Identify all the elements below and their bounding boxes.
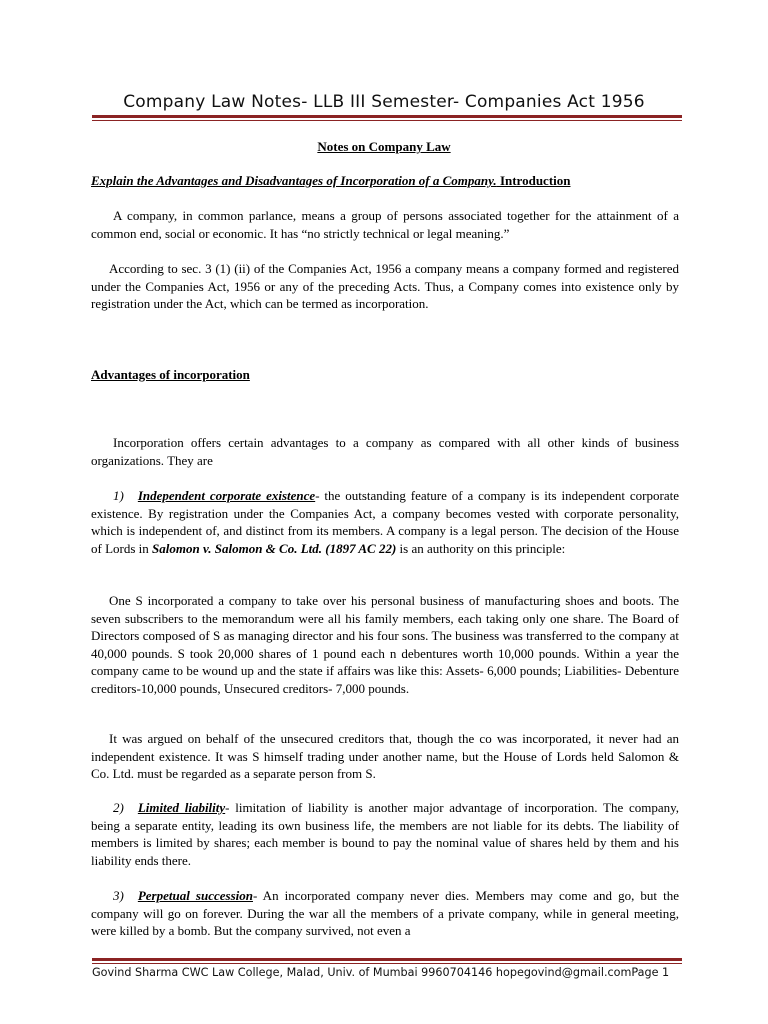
- page-footer: [92, 966, 692, 979]
- item-2-term: Limited liability: [137, 800, 226, 815]
- advantages-intro: Incorporation offers certain advantages to a company as compared with all other kinds of business organizations. They are: [91, 435, 679, 468]
- case-argument-paragraph: It was argued on behalf of the unsecured creditors that, though the co was incorporated, it never had an independent existence. It was S himself trading under another name, but the House of Lords held Salomon & Co. Ltd. must be regarded as a separate person from S.: [91, 731, 679, 782]
- advantage-item-3: [91, 887, 679, 940]
- question-suffix: Introduction: [496, 173, 571, 188]
- intro-paragraph-1: A company, in common parlance, means a group of persons associated together for the attainment of a common end, social or economic. It has “no strictly technical or legal meaning.”: [91, 208, 679, 241]
- item-3-term: Perpetual succession: [137, 888, 253, 903]
- advantage-item-2: [91, 799, 679, 869]
- question-text: Explain the Advantages and Disadvantages of Incorporation of a Company.: [91, 173, 497, 188]
- footer-rule-thin: [92, 963, 682, 964]
- case-facts-paragraph: One S incorporated a company to take over his personal business of manufacturing shoes and boots. The seven subscribers to the memorandum were all his family members, each taking only one share. The Board of Directors composed of S as managing director and his four sons. The business was transferred to the company at 40,000 pounds. S took 20,000 shares of 1 pound each n debentures worth 10,000 pounds. Within a year the company came to be wound up and the state if affairs was like this: Assets- 6,000 pounds; Liabilities- Debenture creditors-10,000 pounds, Unsecured creditors- 7,000 pounds.: [91, 593, 679, 696]
- notes-title: Notes on Company Law: [317, 139, 451, 154]
- item-3-number: 3): [113, 888, 124, 903]
- footer-rule-thick: [92, 958, 682, 961]
- page-number: Page 1: [631, 966, 670, 979]
- item-1-term: Independent corporate existence: [137, 488, 316, 503]
- item-2-text: - limitation of liability is another major advantage of incorporation. The company, being a separate entity, leading its own business life, the members are not liable for its debts. The liability of members is limited by shares; each member is bound to pay the nominal value of shares held by them and his liability ends there.: [91, 800, 679, 868]
- advantages-heading: Advantages of incorporation: [91, 367, 250, 382]
- advantage-item-1: [91, 487, 679, 557]
- page-header-title: Company Law Notes- LLB III Semester- Companies Act 1956: [123, 92, 645, 112]
- item-1-number: 1): [113, 488, 124, 503]
- case-citation: Salomon v. Salomon & Co. Ltd. (1897 AC 22): [152, 540, 397, 556]
- header-rule-thin: [92, 120, 682, 121]
- question-heading: [91, 173, 691, 189]
- item-2-number: 2): [113, 800, 124, 815]
- header-rule-thick: [92, 115, 682, 118]
- item-1-text: - the outstanding feature of a company is its independent corporate existence. By registration under the Companies Act, a company becomes vested with corporate personality, which is independent of, and distinct from its members. A company is a legal person. The decision of the House of Lords in: [91, 488, 679, 556]
- footer-text: Govind Sharma CWC Law College, Malad, Univ. of Mumbai 9960704146 hopegovind@gmail.com: [92, 966, 632, 979]
- item-3-text: - An incorporated company never dies. Members may come and go, but the company will go on forever. During the war all the members of a private company, while in general meeting, were killed by a bomb. But the company survived, not even a: [91, 888, 679, 939]
- intro-paragraph-2: According to sec. 3 (1) (ii) of the Companies Act, 1956 a company means a company formed and registered under the Companies Act, 1956 or any of the preceding Acts. Thus, a Company comes into existence only by registration under the Act, which can be termed as incorporation.: [91, 261, 679, 312]
- item-1-tail: is an authority on this principle:: [396, 540, 566, 556]
